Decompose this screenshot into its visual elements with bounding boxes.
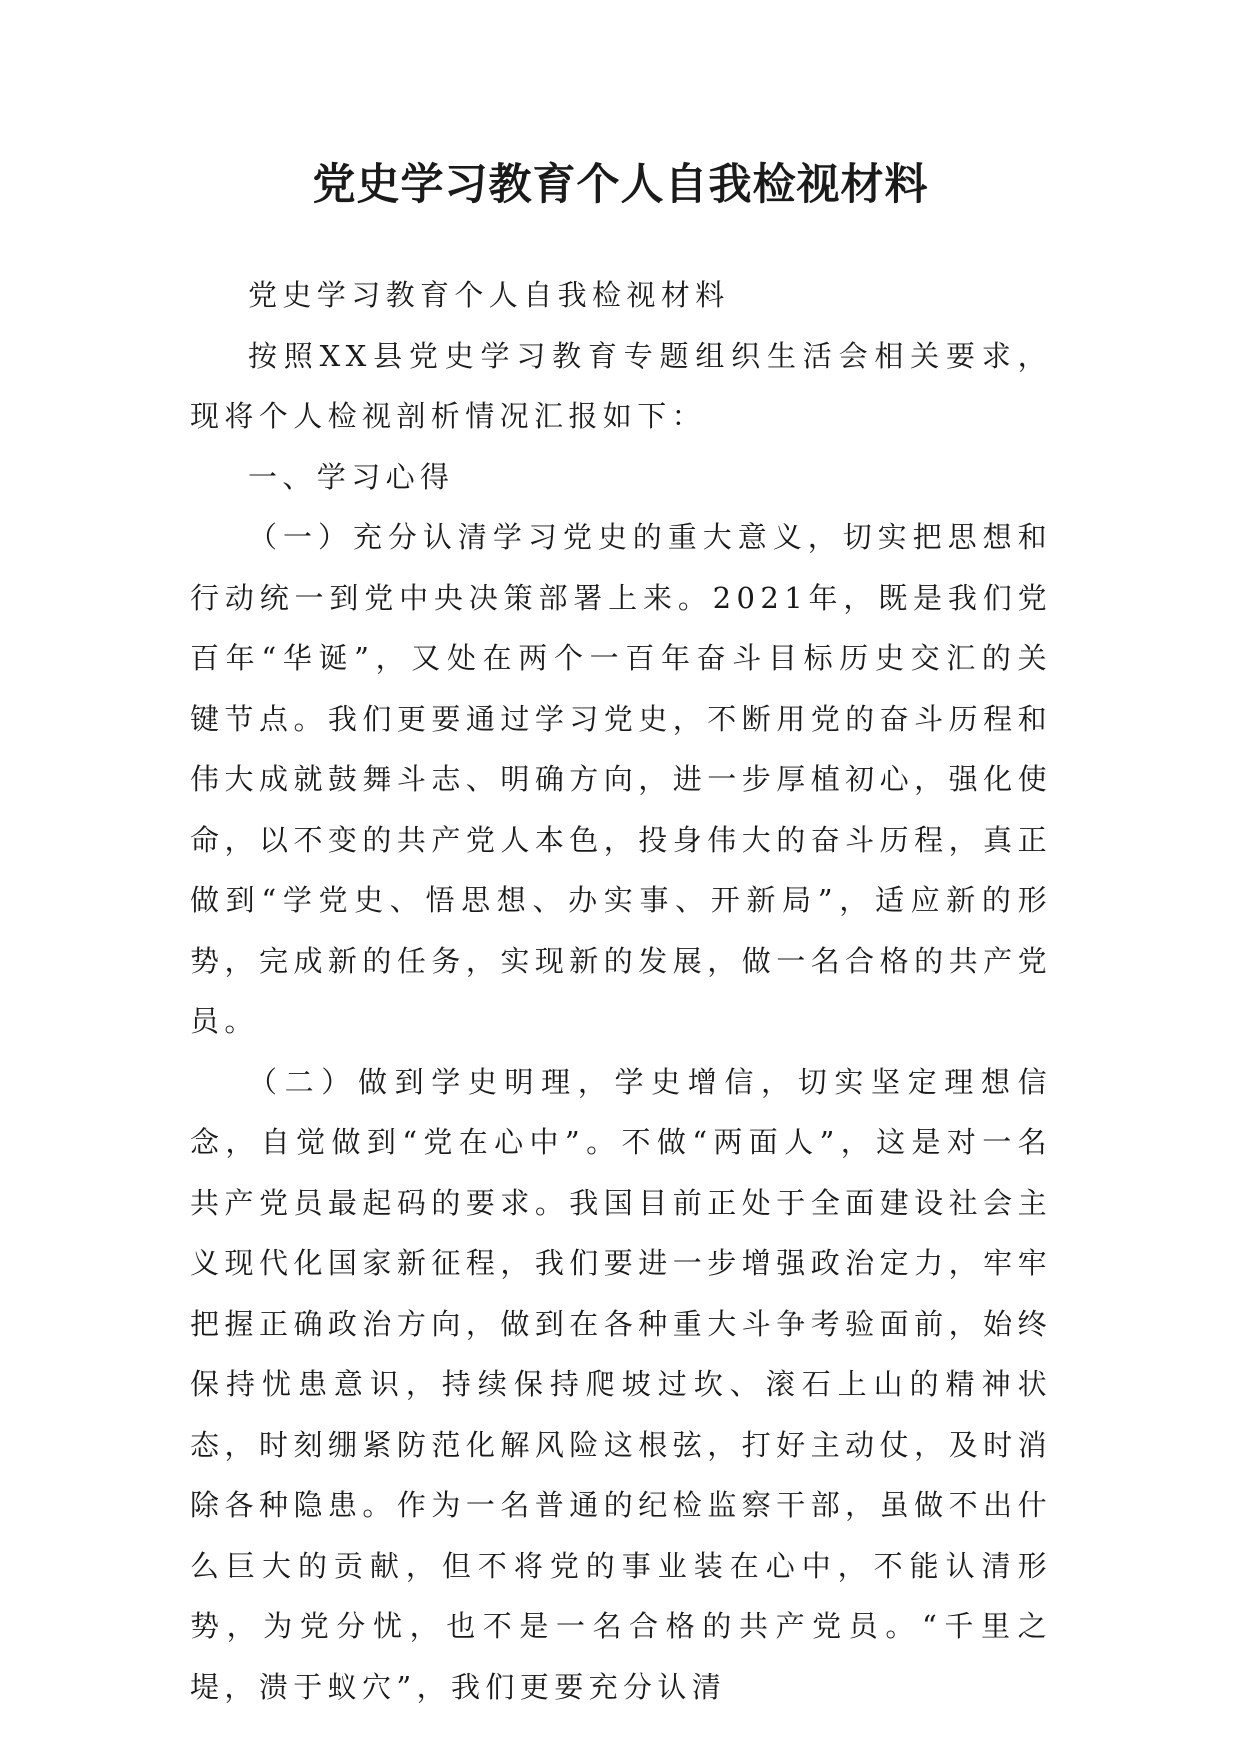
paragraph-point-two: （二）做到学史明理，学史增信，切实坚定理想信念，自觉做到“党在心中”。不做“两面人”，这是对一名共产党员最起码的要求。我国目前正处于全面建设社会主义现代化国家新征程，我们要进一步增强政治定力，牢牢把握正确政治方向，做到在各种重大斗争考验面前，始终保持忧患意识，持续保持爬坡过坎、滚石上山的精神状态，时刻绷紧防范化解风险这根弦，打好主动仗，及时消除各种隐患。作为一名普通的纪检监察干部，虽做不出什么巨大的贡献，但不将党的事业装在心中，不能认清形势，为党分忧，也不是一名合格的共产党员。“千里之堤，溃于蚁穴”，我们更要充分认清 — [190, 1064, 1052, 1704]
paragraph-subtitle: 党史学习教育个人自我检视材料 — [248, 278, 730, 312]
paragraph-point-one: （一）充分认清学习党史的重大意义，切实把思想和行动统一到党中央决策部署上来。2021年，既是我们党百年“华诞”，又处在两个一百年奋斗目标历史交汇的关键节点。我们更要通过学习党史，不断用党的奋斗历程和伟大成就鼓舞斗志、明确方向，进一步厚植初心，强化使命，以不变的共产党人本色，投身伟大的奋斗历程，真正做到“学党史、悟思想、办实事、开新局”，适应新的形势，完成新的任务，实现新的发展，做一名合格的共产党员。 — [190, 520, 1052, 1038]
section-heading: 一、学习心得 — [248, 459, 455, 494]
document-body — [190, 265, 1052, 1717]
paragraph-intro: 按照XX县党史学习教育专题组织生活会相关要求，现将个人检视剖析情况汇报如下： — [190, 338, 1052, 433]
document-title: 党史学习教育个人自我检视材料 — [312, 160, 929, 210]
